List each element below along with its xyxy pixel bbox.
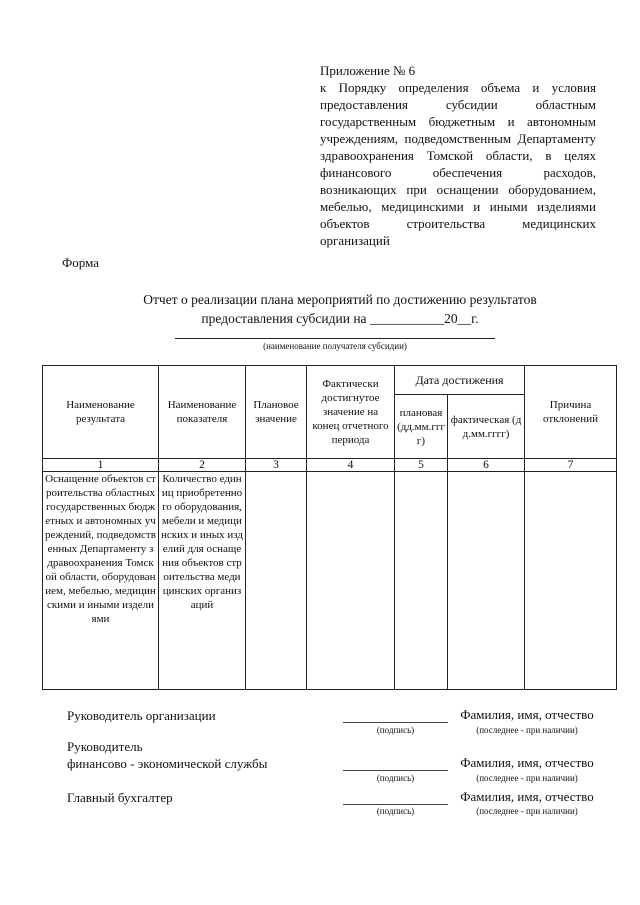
header-actual-date: фактическая (дд.мм.гггг) bbox=[448, 395, 525, 459]
signature-name: Фамилия, имя, отчество bbox=[460, 707, 594, 722]
table-row bbox=[43, 472, 617, 690]
cell-actual-date bbox=[448, 472, 525, 690]
recipient-caption: (наименование получателя субсидии) bbox=[263, 341, 407, 351]
form-label: Форма bbox=[62, 255, 99, 270]
cell-deviation-reason bbox=[525, 472, 617, 690]
report-title-line2: предоставления субсидии на ___________20__г. bbox=[201, 311, 479, 326]
signature-role-head: Руководитель организации bbox=[67, 708, 216, 723]
report-title bbox=[40, 290, 640, 328]
column-number: 2 bbox=[159, 459, 246, 472]
signature-name-caption: (последнее - при наличии) bbox=[476, 773, 578, 783]
signature-role-finance bbox=[67, 738, 267, 772]
cell-indicator: Количество единиц приобретенного оборудования, мебели и медицинских и иных изделий для оснащения объектов строительства медицинских организаций bbox=[159, 472, 246, 690]
signature-name-caption: (последнее - при наличии) bbox=[476, 806, 578, 816]
appendix-body: к Порядку определения объема и условия предоставления субсидии областным государственным бюджетным и автономным учреждениям, подведомственным Департаменту здравоохранения Томской области, в целях финансового обеспечения расходов, возникающих при оснащении оборудованием, мебелью, медицинскими и иными изделиями объектов строительства медицинских организаций bbox=[320, 80, 596, 248]
appendix-block bbox=[320, 62, 596, 249]
column-number: 7 bbox=[525, 459, 617, 472]
column-number: 3 bbox=[246, 459, 307, 472]
signature-caption: (подпись) bbox=[376, 806, 415, 816]
cell-actual-value bbox=[307, 472, 395, 690]
column-number: 6 bbox=[448, 459, 525, 472]
signature-caption: (подпись) bbox=[376, 725, 415, 735]
signature-name-caption: (последнее - при наличии) bbox=[476, 725, 578, 735]
signature-line bbox=[343, 770, 448, 771]
appendix-title: Приложение № 6 bbox=[320, 63, 416, 78]
recipient-line bbox=[175, 338, 495, 339]
header-actual-value: Фактически достигнутое значение на конец отчетного периода bbox=[307, 366, 395, 459]
signature-name: Фамилия, имя, отчество bbox=[460, 755, 594, 770]
cell-planned-value bbox=[246, 472, 307, 690]
column-number: 5 bbox=[395, 459, 448, 472]
cell-result: Оснащение объектов строительства областных государственных бюджетных и автономных учреждений, подведомственных Департаменту здравоохранения Томской области, оборудованием, мебелью, медицинскими и иными изделиями bbox=[43, 472, 159, 690]
cell-planned-date bbox=[395, 472, 448, 690]
header-achievement-date: Дата достижения bbox=[395, 366, 525, 395]
header-indicator-name: Наименование показателя bbox=[159, 366, 246, 459]
header-planned-date: плановая (дд.мм.гггг) bbox=[395, 395, 448, 459]
signature-role-line2: финансово - экономической службы bbox=[67, 756, 268, 771]
signature-role-line1: Руководитель bbox=[67, 739, 143, 754]
signature-line bbox=[343, 804, 448, 805]
column-number: 1 bbox=[43, 459, 159, 472]
signature-name: Фамилия, имя, отчество bbox=[460, 789, 594, 804]
report-table bbox=[42, 365, 617, 690]
signature-caption: (подпись) bbox=[376, 773, 415, 783]
signature-role-accountant: Главный бухгалтер bbox=[67, 790, 173, 805]
column-number: 4 bbox=[307, 459, 395, 472]
header-result-name: Наименование результата bbox=[43, 366, 159, 459]
header-deviation-reason: Причина отклонений bbox=[525, 366, 617, 459]
header-planned-value: Плановое значение bbox=[246, 366, 307, 459]
report-title-line1: Отчет о реализации плана мероприятий по достижению результатов bbox=[143, 292, 537, 307]
signature-line bbox=[343, 722, 448, 723]
